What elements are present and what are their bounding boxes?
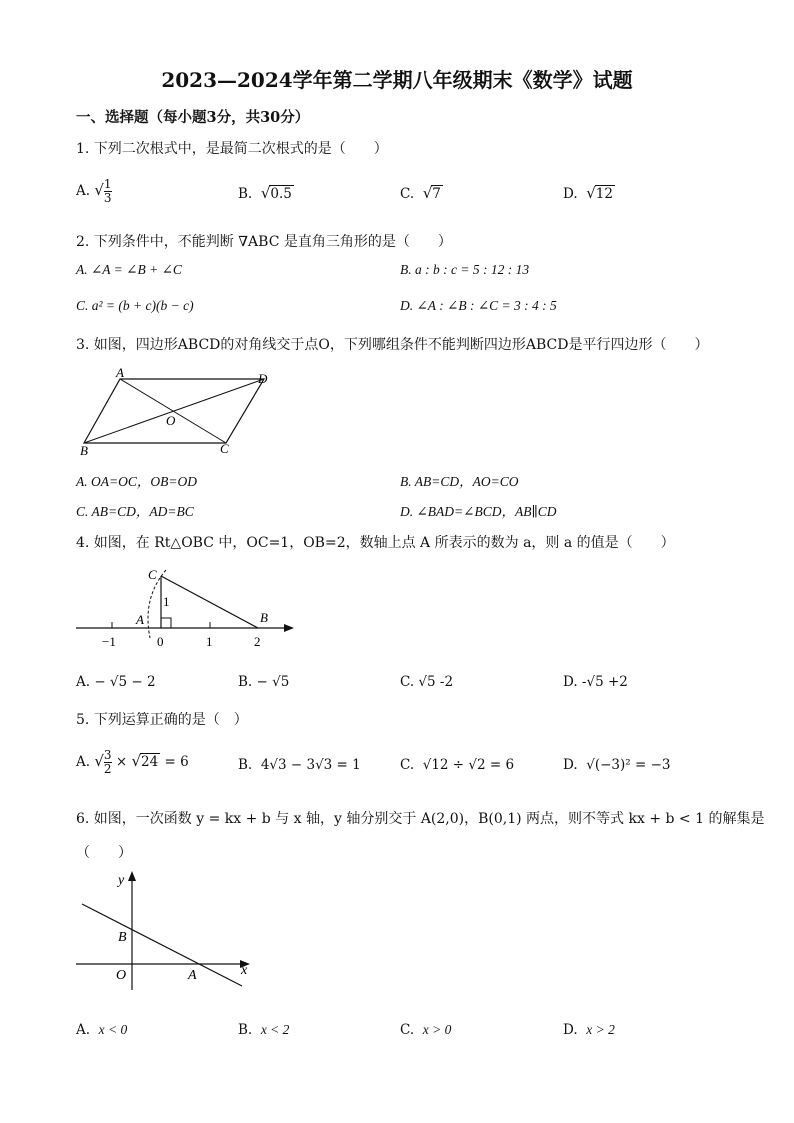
q3-option-b: B. AB=CD，AO=CO [400, 474, 519, 489]
q6-stem: 6. 如图，一次函数 y = kx + b 与 x 轴，y 轴分别交于 A(2,0)，B(0,1) 两点，则不等式 kx + b < 1 的解集是 [76, 811, 765, 827]
q3-option-c: C. AB=CD，AD=BC [76, 504, 194, 519]
q2-option-a: A. ∠A = ∠B + ∠C [76, 262, 182, 277]
q6-option-b: B. x < 2 [238, 1022, 290, 1038]
q6-option-d: D. x > 2 [563, 1022, 615, 1038]
q4-option-d: D. -√5 +2 [563, 674, 628, 690]
q5-stem: 5. 下列运算正确的是（ ） [76, 712, 248, 728]
q3-stem: 3. 如图，四边形ABCD的对角线交于点O，下列哪组条件不能判断四边形ABCD是平行四边形（ ） [76, 337, 709, 353]
label-c: C [220, 441, 229, 456]
q2-option-d: D. ∠A : ∠B : ∠C = 3 : 4 : 5 [400, 298, 557, 313]
label-b: B [118, 930, 127, 945]
q4-option-b: B. − √5 [238, 674, 290, 690]
label-o: O [166, 413, 176, 428]
q1-option-c: C. √7 [400, 184, 441, 202]
q3-option-a: A. OA=OC，OB=OD [76, 474, 197, 489]
section-heading: 一、选择题（每小题3分，共30分） [76, 109, 310, 126]
label-x: x [241, 963, 248, 978]
q5-option-b: B. 4√3 − 3√3 = 1 [238, 757, 361, 773]
tick-label: 0 [157, 634, 164, 649]
page-title: 2023—2024学年第二学期八年级期末《数学》试题 [161, 68, 633, 92]
q5-option-d: D. √(−3)² = −3 [563, 757, 671, 773]
q1-stem: 1. 下列二次根式中，是最简二次根式的是（ ） [76, 141, 388, 157]
q2-stem: 2. 下列条件中，不能判断 ∇ABC 是直角三角形的是（ ） [76, 234, 452, 250]
q5-option-c: C. √12 ÷ √2 = 6 [400, 757, 515, 773]
label-c: C [148, 567, 157, 582]
q6-answer-paren: （ ） [76, 845, 132, 861]
tick-label: 2 [254, 634, 261, 649]
label-d: D [258, 371, 268, 386]
q1-option-a: A. √ $\frac{1}{3}$ [76, 177, 112, 205]
q6-option-c: C. x > 0 [400, 1022, 452, 1038]
label-a: A [116, 365, 124, 380]
label-one: 1 [163, 594, 170, 609]
q2-option-b: B. a : b : c = 5 : 12 : 13 [400, 262, 530, 277]
q2-option-c: C. a² = (b + c)(b − c) [76, 298, 194, 313]
q4-option-c: C. √5 -2 [400, 674, 454, 690]
q6-linear-graph-figure [76, 866, 256, 994]
label-a: A [136, 612, 144, 627]
label-a: A [188, 968, 197, 983]
q3-option-d: D. ∠BAD=∠BCD，AB∥CD [400, 504, 557, 519]
tick-label: 1 [206, 634, 213, 649]
label-b: B [260, 610, 268, 625]
q1-option-b: B. √0.5 [238, 184, 292, 202]
label-b: B [80, 443, 88, 458]
label-y: y [118, 873, 125, 888]
q6-option-a: A. x < 0 [76, 1022, 128, 1038]
q3-parallelogram-figure [76, 365, 286, 460]
q5-option-a: A. √ $\frac{3}{2}$ × √24 = 6 [76, 748, 189, 776]
label-o: O [116, 968, 127, 983]
q1-option-d: D. √12 [563, 184, 613, 202]
q4-stem: 4. 如图，在 Rt△OBC 中，OC=1，OB=2，数轴上点 A 所表示的数为 a，则 a 的值是（ ） [76, 535, 675, 551]
q4-number-line-figure [76, 562, 301, 654]
q4-option-a: A. − √5 − 2 [76, 674, 156, 690]
tick-label: −1 [102, 634, 116, 649]
